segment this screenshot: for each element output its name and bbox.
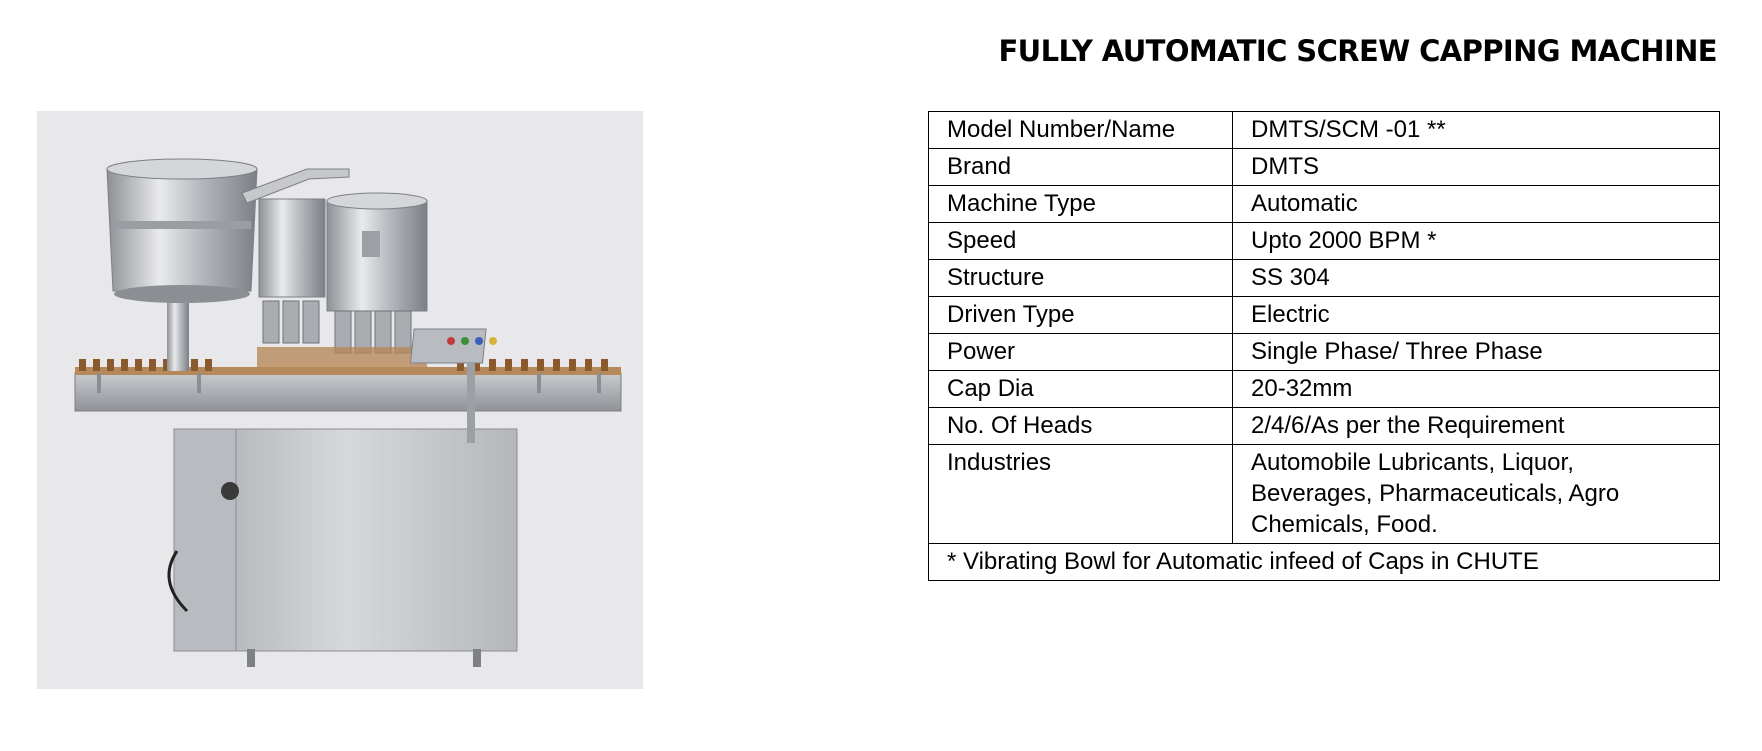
- table-row: [929, 408, 1720, 445]
- table-row: [929, 371, 1720, 408]
- table-row: [929, 223, 1720, 260]
- spec-value: SS 304: [1233, 260, 1720, 297]
- table-row: [929, 297, 1720, 334]
- spec-label: Model Number/Name: [929, 112, 1233, 149]
- footnote: * Vibrating Bowl for Automatic infeed of Caps in CHUTE: [929, 544, 1720, 581]
- table-row: [929, 334, 1720, 371]
- page-title: FULLY AUTOMATIC SCREW CAPPING MACHINE: [998, 34, 1717, 68]
- spec-value: 2/4/6/As per the Requirement: [1233, 408, 1720, 445]
- spec-value: Automobile Lubricants, Liquor, Beverages, Pharmaceuticals, Agro Chemicals, Food.: [1233, 445, 1720, 544]
- spec-label: No. Of Heads: [929, 408, 1233, 445]
- machine-photo: [37, 111, 643, 689]
- spec-label: Brand: [929, 149, 1233, 186]
- table-row: [929, 112, 1720, 149]
- spec-value: 20-32mm: [1233, 371, 1720, 408]
- table-row: [929, 186, 1720, 223]
- spec-label: Structure: [929, 260, 1233, 297]
- table-row: [929, 149, 1720, 186]
- spec-label: Driven Type: [929, 297, 1233, 334]
- table-row: [929, 260, 1720, 297]
- spec-value: Automatic: [1233, 186, 1720, 223]
- spec-label: Speed: [929, 223, 1233, 260]
- specifications-table: [928, 111, 1720, 581]
- spec-value: Upto 2000 BPM *: [1233, 223, 1720, 260]
- spec-label: Machine Type: [929, 186, 1233, 223]
- table-row-footnote: [929, 544, 1720, 581]
- spec-label: Industries: [929, 445, 1233, 544]
- spec-value: DMTS/SCM -01 **: [1233, 112, 1720, 149]
- spec-label: Power: [929, 334, 1233, 371]
- spec-value: DMTS: [1233, 149, 1720, 186]
- table-row: [929, 445, 1720, 544]
- spec-value: Single Phase/ Three Phase: [1233, 334, 1720, 371]
- spec-label: Cap Dia: [929, 371, 1233, 408]
- spec-value: Electric: [1233, 297, 1720, 334]
